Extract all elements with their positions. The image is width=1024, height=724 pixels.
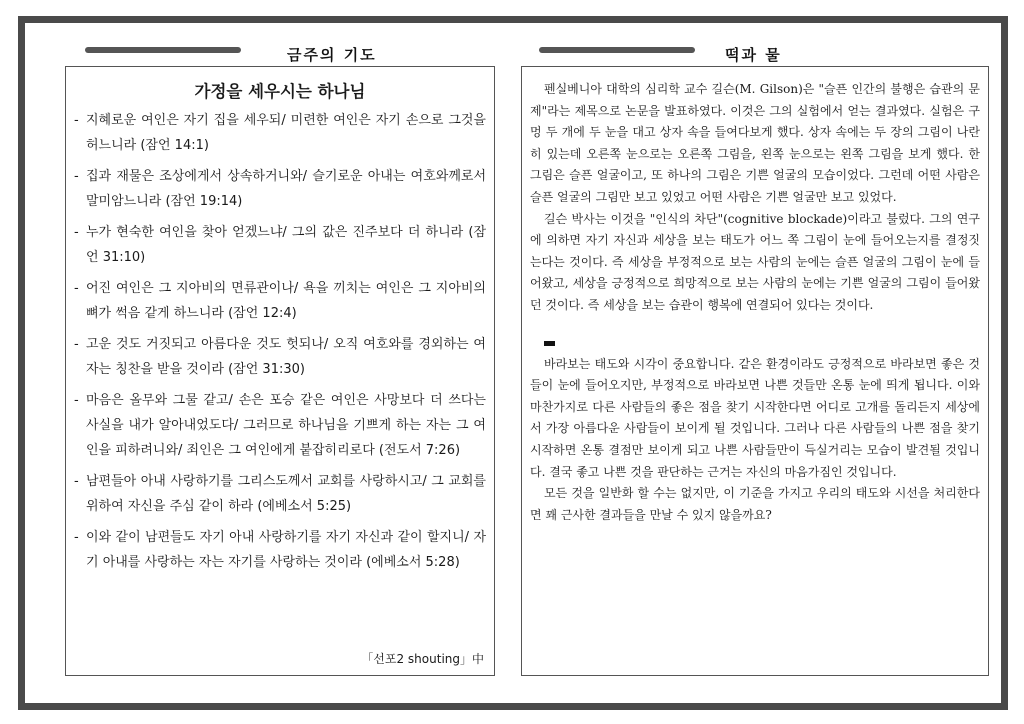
prayer-box	[65, 66, 495, 676]
left-header-title: 금주의 기도	[287, 46, 377, 64]
essay-box	[521, 66, 989, 676]
verse-item	[66, 469, 494, 519]
verse-text: 누가 현숙한 여인을 찾아 얻겠느냐/ 그의 값은 진주보다 더 하니라 (잠언 31:10)	[86, 225, 486, 265]
bulletin-page	[18, 16, 1008, 710]
verse-item	[66, 276, 494, 326]
verse-item	[66, 332, 494, 382]
right-header-bar	[539, 47, 695, 53]
verse-text: 고운 것도 거짓되고 아름다운 것도 헛되나/ 오직 여호와를 경외하는 여자는 칭찬을 받을 것이라 (잠언 31:30)	[86, 337, 486, 377]
verse-dash: -	[74, 393, 79, 408]
verse-item	[66, 388, 494, 463]
verse-item	[66, 164, 494, 214]
right-header-title: 떡과 물	[725, 46, 782, 64]
verse-dash: -	[74, 530, 79, 545]
essay-paragraph: 펜실베니아 대학의 심리학 교수 길슨(M. Gilson)은 "슬픈 인간의 불행은 습관의 문제"라는 제목으로 논문을 발표하였다. 이것은 그의 실험에서 얻는 결과였다. 실험은 구멍 두 개에 두 눈을 대고 상자 속을 들여다보게 했다. 상자 속에는 두 장의 그림이 나란히 있는데 오른쪽 눈으로는 오른쪽 그림을, 왼쪽 눈으로는 왼쪽 그림을 보게 했다. 한 그림은 슬픈 얼굴이고, 또 하나의 그림은 기쁜 얼굴의 모습이었다. 그런데 어떤 사람은 슬픈 얼굴의 그림만 보고 있었고 어떤 사람은 기쁜 얼굴만 보고 있었다.	[530, 82, 980, 204]
verse-dash: -	[74, 281, 79, 296]
verse-item	[66, 220, 494, 270]
source-caption: 「선포2 shouting」中	[361, 652, 484, 666]
verse-item	[66, 108, 494, 158]
verse-text: 마음은 올무와 그물 같고/ 손은 포승 같은 여인은 사망보다 더 쓰다는 사실을 내가 알아내었도다/ 그러므로 하나님을 기쁘게 하는 자는 그 여인을 피하려니와/ 죄인은 그 여인에게 붙잡히리로다 (전도서 7:26)	[86, 393, 486, 458]
verse-dash: -	[74, 474, 79, 489]
essay-text	[522, 67, 988, 526]
section-marker	[544, 341, 555, 346]
left-header-bar	[85, 47, 241, 53]
verse-dash: -	[74, 113, 79, 128]
verse-dash: -	[74, 225, 79, 240]
verse-dash: -	[74, 337, 79, 352]
essay-paragraph: 모든 것을 일반화 할 수는 없지만, 이 기준을 가지고 우리의 태도와 시선을 처리한다면 꽤 근사한 결과들을 만날 수 있지 않을까요?	[530, 486, 980, 522]
essay-paragraph: 바라보는 태도와 시각이 중요합니다. 같은 환경이라도 긍정적으로 바라보면 좋은 것들이 눈에 들어오지만, 부정적으로 바라보면 나쁜 것들만 온통 눈에 띄게 됩니다. 이와 마찬가지로 다른 사람들의 좋은 점을 찾기 시작한다면 어디로 고개를 돌리든지 세상에서 가장 아름다운 사람들이 보이게 될 것입니다. 그러나 다른 사람들의 나쁜 점을 찾기 시작하면 온통 결점만 보이게 되고 나쁜 사람들만이 득실거리는 모습이 발견될 것입니다. 결국 좋고 나쁜 것을 판단하는 근거는 자신의 마음가짐인 것입니다.	[530, 356, 980, 479]
verse-text: 이와 같이 남편들도 자기 아내 사랑하기를 자기 자신과 같이 할지니/ 자기 아내를 사랑하는 자는 자기를 사랑하는 것이라 (에베소서 5:28)	[86, 530, 486, 570]
essay-paragraph: 길슨 박사는 이것을 "인식의 차단"(cognitive blockade)이라고 불렀다. 그의 연구에 의하면 자기 자신과 세상을 보는 태도가 어느 쪽 그림이 눈에 들어오는지를 결정짓는다는 것이다. 즉 세상을 부정적으로 보는 사람의 눈에는 슬픈 얼굴의 그림이 눈에 들어왔고, 세상을 긍정적으로 희망적으로 보는 사람의 눈에는 기쁜 얼굴의 그림이 들어왔던 것이다. 즉 세상을 보는 습관이 행복에 연결되어 있다는 것이다.	[530, 211, 980, 312]
verse-text: 지혜로운 여인은 자기 집을 세우되/ 미련한 여인은 자기 손으로 그것을 허느니라 (잠언 14:1)	[86, 113, 486, 153]
verse-text: 남편들아 아내 사랑하기를 그리스도께서 교회를 사랑하시고/ 그 교회를 위하여 자신을 주심 같이 하라 (에베소서 5:25)	[86, 474, 486, 514]
verse-item	[66, 525, 494, 575]
prayer-title: 가정을 세우시는 하나님	[194, 82, 366, 101]
verse-dash: -	[74, 169, 79, 184]
verse-text: 어진 여인은 그 지아비의 면류관이나/ 욕을 끼치는 여인은 그 지아비의 뼈가 썩음 같게 하느니라 (잠언 12:4)	[86, 281, 486, 321]
verse-text: 집과 재물은 조상에게서 상속하거니와/ 슬기로운 아내는 여호와께로서 말미암느니라 (잠언 19:14)	[86, 169, 486, 209]
